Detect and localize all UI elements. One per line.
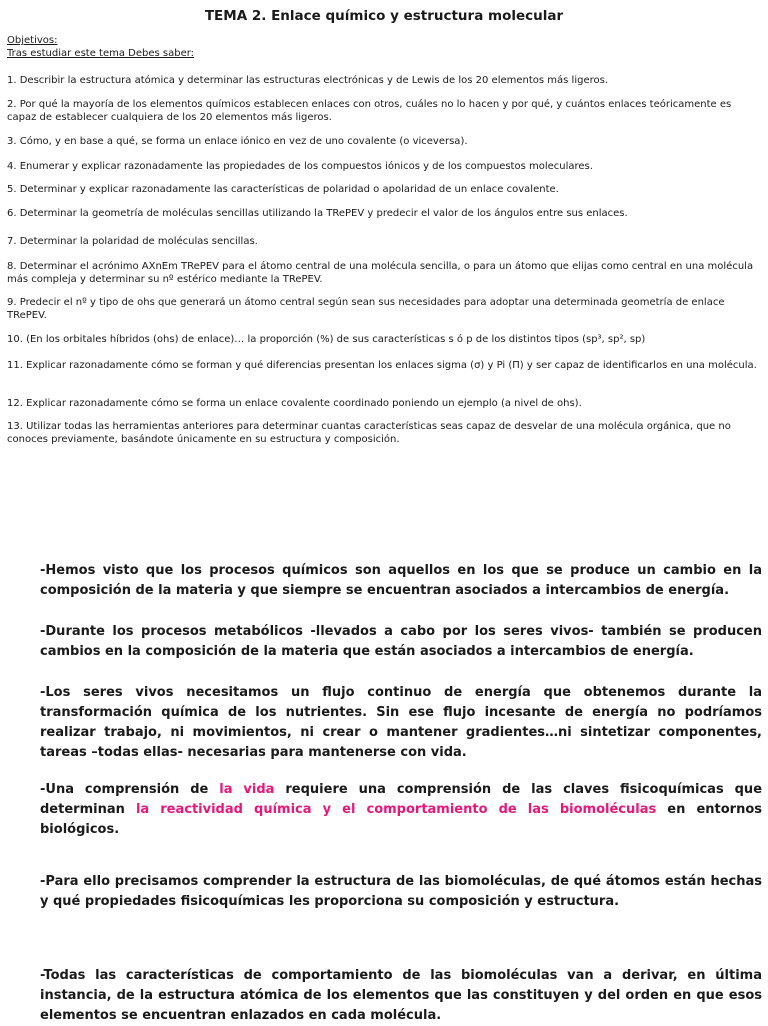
page-title: TEMA 2. Enlace químico y estructura molecular [204, 8, 564, 24]
objective-item: 11. Explicar razonadamente cómo se forman y qué diferencias presentan los enlaces sigma (σ) y Pi (Π) y ser capaz de identificarlos en una molécula. [7, 360, 757, 371]
p4-text-3: en entornos biológicos. [40, 802, 762, 837]
objective-item: 5. Determinar y explicar razonadamente las características de polaridad o apolaridad de un enlace covalente. [7, 184, 559, 195]
paragraph-atomic-structure: -Todas las características de comportamiento de las biomoléculas van a derivar, en última instancia, de la estructura atómica de los elementos que las constituyen y del orden en que esos elementos se encuentran enlazados en cada molécula. [40, 968, 762, 1023]
highlight-reactividad: la reactividad química y el comportamiento de las biomoléculas [135, 802, 657, 817]
objective-item: 8. Determinar el acrónimo AXnEm TRePEV para el átomo central de una molécula sencilla, o para un átomo que elijas como central en una molécula más compleja y determinar su nº estérico mediante la TRePEV. [7, 261, 754, 285]
paragraph-chemical-processes: -Hemos visto que los procesos químicos son aquellos en los que se produce un cambio en la composición de la materia y que siempre se encuentran asociados a intercambios de energía. [40, 563, 762, 598]
objectives-heading: Objetivos: [7, 35, 58, 46]
objective-item: 1. Describir la estructura atómica y determinar las estructuras electrónicas y de Lewis de los 20 elementos más ligeros. [7, 75, 608, 86]
p4-text-1: -Una comprensión de [40, 782, 220, 797]
paragraph-metabolic-processes: -Durante los procesos metabólicos -llevados a cabo por los seres vivos- también se producen cambios en la composición de la materia que están asociados a intercambios de energía. [40, 624, 762, 659]
objective-item: 13. Utilizar todas las herramientas anteriores para determinar cuantas características seas capaz de desvelar de una molécula orgánica, que no conoces previamente, basándote únicamente en su estructura y composición. [7, 421, 731, 445]
objective-item: 2. Por qué la mayoría de los elementos químicos establecen enlaces con otros, cuáles no lo hacen y por qué, y cuántos enlaces teóricamente es capaz de establecer cualquiera de los 20 elementos más ligeros. [7, 99, 732, 123]
objective-item: 12. Explicar razonadamente cómo se forma un enlace covalente coordinado poniendo un ejemplo (a nivel de ohs). [7, 398, 582, 409]
p4-text-2: requiere una comprensión de las claves fisicoquímicas que determinan [40, 782, 763, 817]
objective-item: 6. Determinar la geometría de moléculas sencillas utilizando la TRePEV y predecir el valor de los ángulos entre sus enlaces. [7, 208, 628, 219]
paragraph-life-understanding [40, 780, 762, 840]
objective-item: 7. Determinar la polaridad de moléculas sencillas. [7, 236, 258, 247]
paragraph-energy-flow: -Los seres vivos necesitamos un flujo continuo de energía que obtenemos durante la transformación química de los nutrientes. Sin ese flujo incesante de energía no podríamos realizar trabajo, ni movimientos, ni crear o mantener gradientes…ni sintetizar componentes, tareas –todas ellas- necesarias para mantenerse con vida. [40, 685, 762, 760]
objective-item: 10. (En los orbitales híbridos (ohs) de enlace)… la proporción (%) de sus características s ó p de los distintos tipos (sp³, sp², sp) [7, 334, 646, 345]
objective-item: 4. Enumerar y explicar razonadamente las propiedades de los compuestos iónicos y de los compuestos moleculares. [7, 161, 593, 172]
objectives-header [7, 34, 194, 60]
objective-item: 3. Cómo, y en base a qué, se forma un enlace iónico en vez de uno covalente (o viceversa). [7, 136, 468, 147]
objectives-subheading: Tras estudiar este tema Debes saber: [7, 48, 195, 59]
highlight-la-vida: la vida [219, 782, 275, 797]
paragraph-biomolecule-structure: -Para ello precisamos comprender la estructura de las biomoléculas, de qué átomos están hechas y qué propiedades fisicoquímicas les proporciona su composición y estructura. [40, 874, 762, 909]
objective-item: 9. Predecir el nº y tipo de ohs que generará un átomo central según sean sus necesidades para adoptar una determinada geometría de enlace TRePEV. [7, 297, 725, 321]
